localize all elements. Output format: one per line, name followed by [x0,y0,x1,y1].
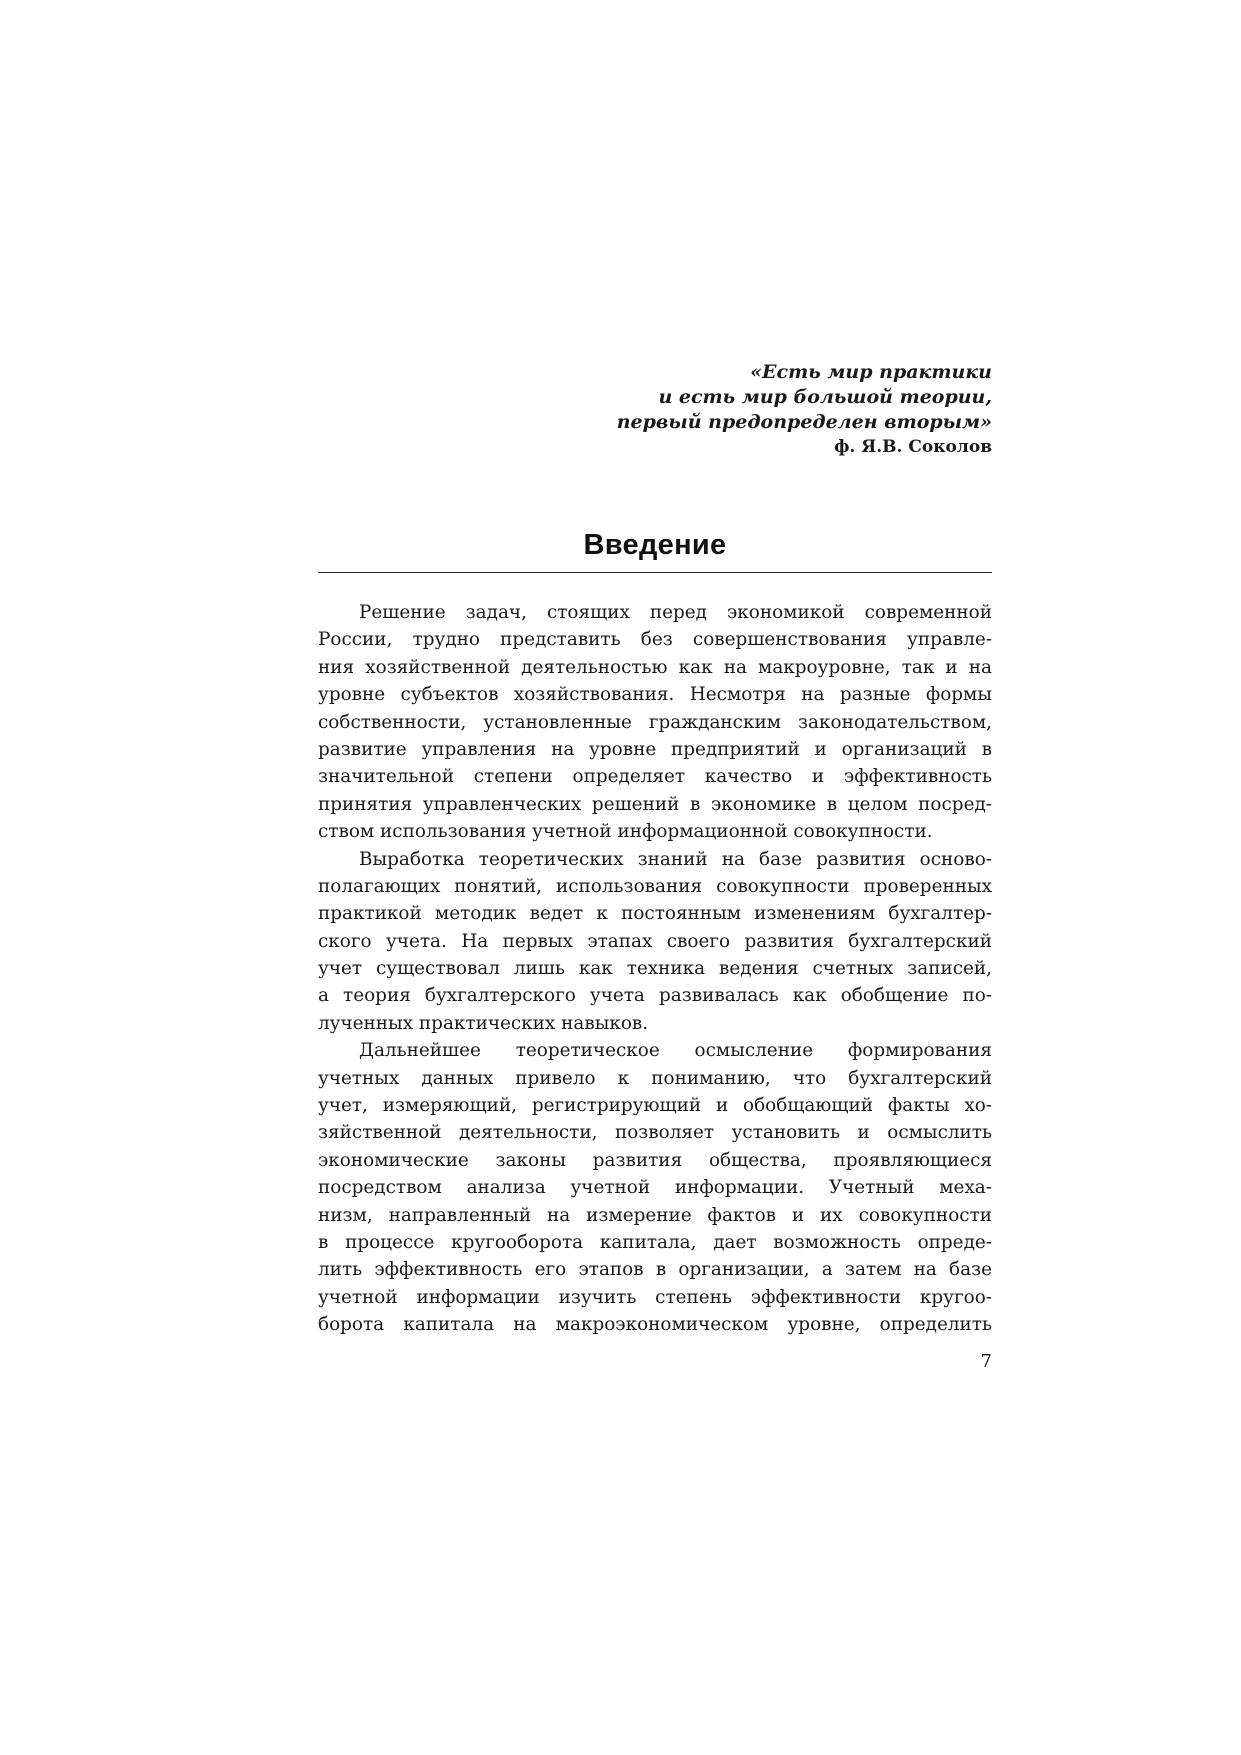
paragraph-3 [318,1037,992,1338]
epigraph-line: первый предопределен вторым» [616,411,992,433]
text-line: а теория бухгалтерского учета развивалась как обобщение по- [318,985,992,1007]
text-line: практикой методик ведет к постоянным изменениям бухгалтер- [318,903,992,925]
text-line: собственности, установленные гражданским законодательством, [318,711,992,733]
body-text [318,599,992,1339]
text-line: лученных практических навыков. [318,1012,649,1034]
text-line: Дальнейшее теоретическое осмысление формирования [359,1040,992,1062]
text-line: посредством анализа учетной информации. Учетный меха- [318,1177,992,1199]
text-line: Выработка теоретических знаний на базе развития осново- [359,848,992,870]
text-line: в процессе кругооборота капитала, дает возможность опреде- [318,1231,992,1253]
text-line: развитие управления на уровне предприятий и организаций в [318,738,992,760]
paragraph-2 [318,846,992,1038]
page-number: 7 [980,1351,992,1372]
text-line: принятия управленческих решений в экономике в целом посред- [318,793,992,815]
text-line: учет, измеряющий, регистрирующий и обобщающий факты хо- [318,1095,992,1117]
epigraph-author: ф. Я.В. Соколов [834,437,992,457]
text-line: учетных данных привело к пониманию, что бухгалтерский [318,1067,992,1089]
paragraph-1 [318,599,992,846]
epigraph-line: и есть мир большой теории, [658,386,992,408]
text-line: России, трудно представить без совершенствования управле- [318,629,992,651]
text-line: полагающих понятий, использования совокупности проверенных [318,875,992,897]
text-line: Решение задач, стоящих перед экономикой современной [359,602,992,623]
text-line: лить эффективность его этапов в организации, а затем на базе [318,1259,992,1281]
text-line: значительной степени определяет качество и эффективность [318,766,992,788]
chapter-title: Введение [583,529,727,561]
text-line: экономические законы развития общества, проявляющиеся [318,1149,992,1171]
epigraph-line: «Есть мир практики [750,361,992,383]
text-line: учетной информации изучить степень эффективности кругоо- [318,1286,992,1308]
text-line: низм, направленный на измерение фактов и их совокупности [318,1204,992,1226]
text-line: учет существовал лишь как техника ведения счетных записей, [318,958,992,980]
epigraph [560,360,992,460]
text-line: ского учета. На первых этапах своего развития бухгалтерский [318,930,992,952]
title-divider [318,572,992,573]
text-line: ством использования учетной информационной совокупности. [318,821,933,843]
text-line: борота капитала на макроэкономическом уровне, определить [318,1314,992,1336]
text-line: зяйственной деятельности, позволяет установить и осмыслить [318,1122,992,1144]
text-line: уровне субъектов хозяйствования. Несмотря на разные формы [318,684,992,706]
text-line: ния хозяйственной деятельностью как на макроуровне, так и на [318,656,992,678]
